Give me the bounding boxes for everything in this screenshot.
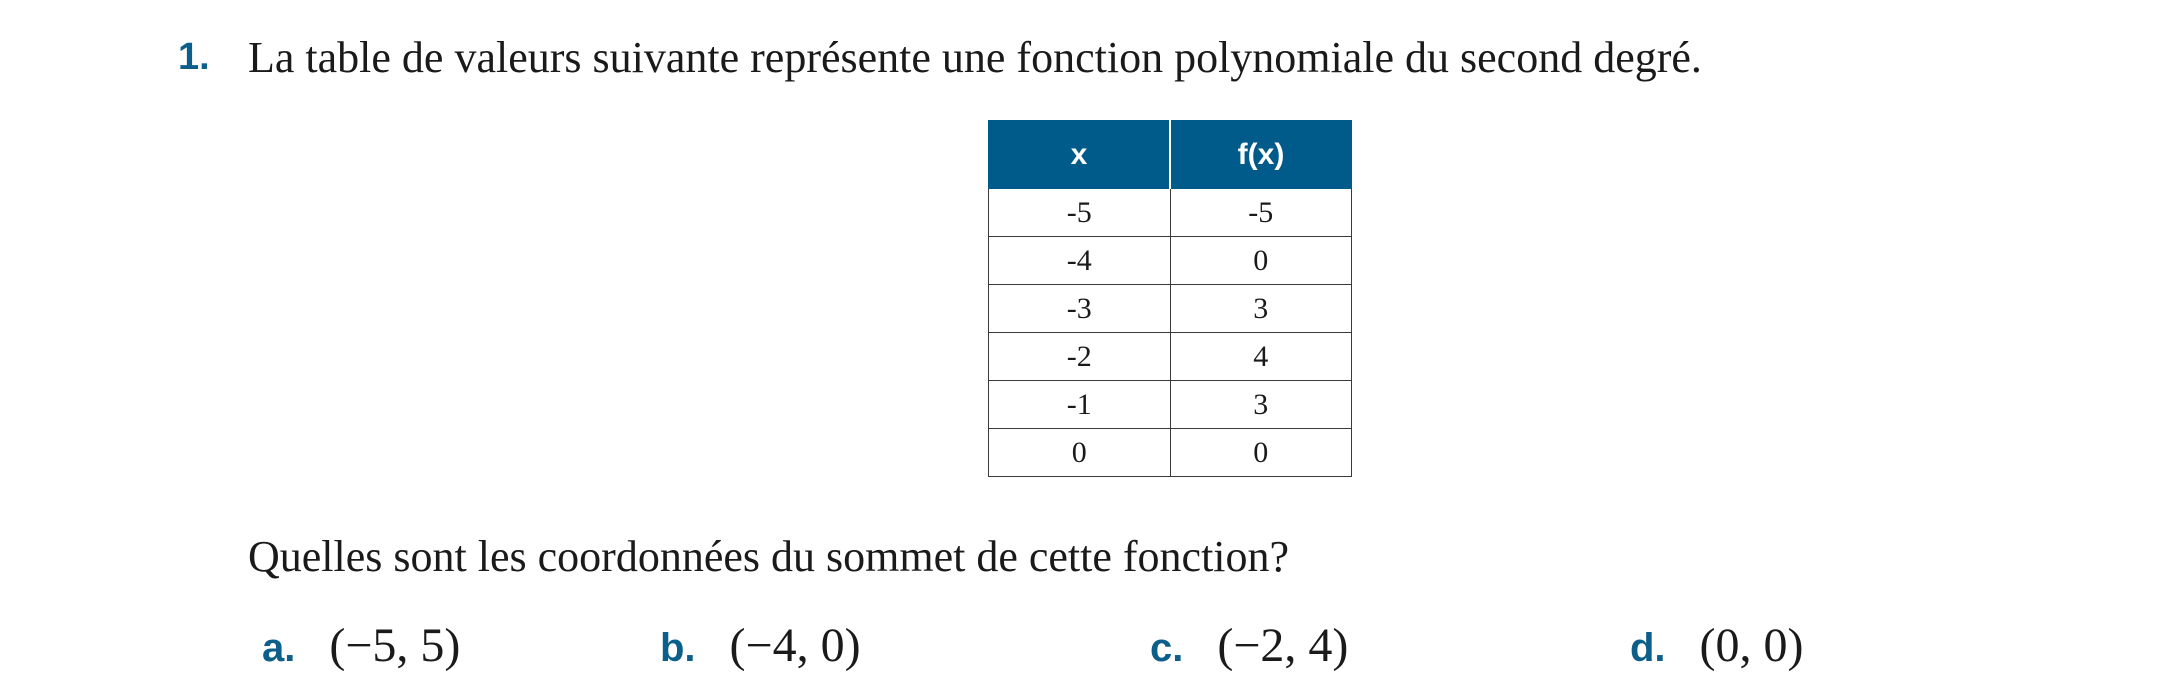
cell-x: -3 xyxy=(989,285,1171,333)
choice-c[interactable] xyxy=(1150,618,1348,673)
cell-x: -5 xyxy=(989,189,1171,237)
question-statement: La table de valeurs suivante représente une fonction polynomiale du second degré. xyxy=(248,33,1702,82)
cell-fx: 3 xyxy=(1170,381,1352,429)
choice-value: (−2, 4) xyxy=(1217,619,1349,672)
choice-letter: c. xyxy=(1150,626,1184,670)
choice-value: (0, 0) xyxy=(1699,619,1804,672)
choice-value: (−4, 0) xyxy=(729,619,861,672)
choice-letter: b. xyxy=(660,626,696,670)
choice-letter: d. xyxy=(1630,626,1666,670)
cell-fx: 0 xyxy=(1170,429,1352,477)
values-table xyxy=(988,120,1352,477)
table-row xyxy=(989,237,1352,285)
column-header-x: x xyxy=(989,121,1171,189)
table-row xyxy=(989,333,1352,381)
cell-x: -4 xyxy=(989,237,1171,285)
cell-x: -2 xyxy=(989,333,1171,381)
table-row xyxy=(989,429,1352,477)
question-prompt: Quelles sont les coordonnées du sommet de cette fonction? xyxy=(248,532,1290,581)
column-header-fx: f(x) xyxy=(1170,121,1352,189)
table-header-row xyxy=(989,121,1352,189)
table-row xyxy=(989,381,1352,429)
choice-d[interactable] xyxy=(1630,618,1804,673)
choice-letter: a. xyxy=(262,626,296,670)
choice-a[interactable] xyxy=(262,618,460,673)
choice-b[interactable] xyxy=(660,618,861,673)
cell-fx: 4 xyxy=(1170,333,1352,381)
cell-x: 0 xyxy=(989,429,1171,477)
cell-fx: -5 xyxy=(1170,189,1352,237)
cell-fx: 3 xyxy=(1170,285,1352,333)
choice-value: (−5, 5) xyxy=(329,619,461,672)
question-number: 1. xyxy=(178,36,210,78)
cell-x: -1 xyxy=(989,381,1171,429)
table-row xyxy=(989,285,1352,333)
table-row xyxy=(989,189,1352,237)
cell-fx: 0 xyxy=(1170,237,1352,285)
values-table-container xyxy=(988,120,1352,477)
